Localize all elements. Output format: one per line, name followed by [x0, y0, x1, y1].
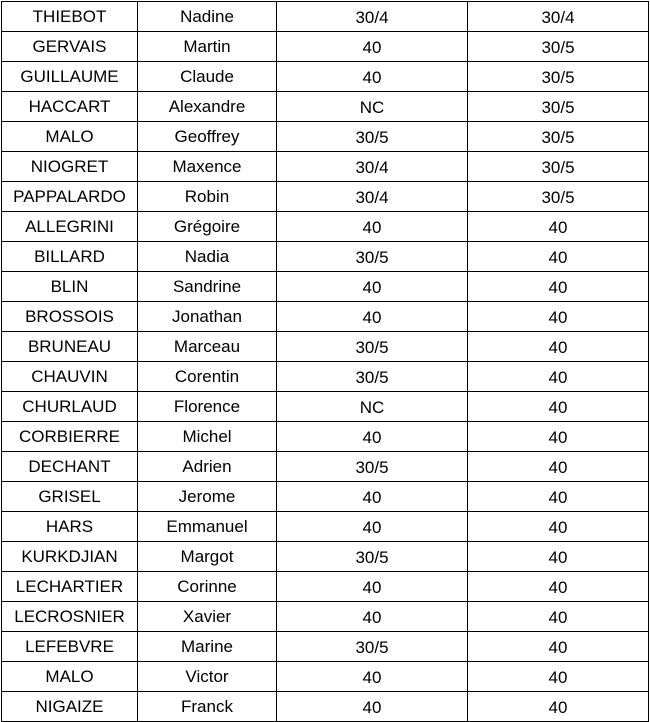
ranking-1-cell: 40 [277, 482, 468, 512]
ranking-2-cell: 40 [468, 242, 649, 272]
first-name-cell: Nadia [138, 242, 277, 272]
table-row [2, 602, 649, 632]
last-name-cell: GUILLAUME [2, 62, 138, 92]
ranking-1-cell: 40 [277, 272, 468, 302]
last-name-cell: NIOGRET [2, 152, 138, 182]
ranking-2-cell: 40 [468, 332, 649, 362]
last-name-cell: DECHANT [2, 452, 138, 482]
ranking-2-cell: 40 [468, 212, 649, 242]
table-row [2, 32, 649, 62]
first-name-cell: Nadine [138, 2, 277, 32]
last-name-cell: CORBIERRE [2, 422, 138, 452]
last-name-cell: KURKDJIAN [2, 542, 138, 572]
ranking-2-cell: 40 [468, 572, 649, 602]
ranking-1-cell: 30/5 [277, 362, 468, 392]
first-name-cell: Florence [138, 392, 277, 422]
ranking-2-cell: 40 [468, 392, 649, 422]
table-row [2, 2, 649, 32]
table-row [2, 692, 649, 722]
last-name-cell: CHURLAUD [2, 392, 138, 422]
last-name-cell: CHAUVIN [2, 362, 138, 392]
ranking-1-cell: 40 [277, 662, 468, 692]
ranking-2-cell: 40 [468, 512, 649, 542]
last-name-cell: ALLEGRINI [2, 212, 138, 242]
table-row [2, 242, 649, 272]
table-row [2, 542, 649, 572]
ranking-2-cell: 40 [468, 632, 649, 662]
table-row [2, 482, 649, 512]
first-name-cell: Marceau [138, 332, 277, 362]
table-row [2, 122, 649, 152]
first-name-cell: Victor [138, 662, 277, 692]
table-row [2, 332, 649, 362]
ranking-1-cell: 40 [277, 62, 468, 92]
first-name-cell: Sandrine [138, 272, 277, 302]
first-name-cell: Franck [138, 692, 277, 722]
ranking-2-cell: 30/5 [468, 32, 649, 62]
first-name-cell: Grégoire [138, 212, 277, 242]
player-ranking-table [1, 1, 649, 722]
last-name-cell: LECROSNIER [2, 602, 138, 632]
ranking-2-cell: 30/5 [468, 152, 649, 182]
ranking-2-cell: 40 [468, 452, 649, 482]
last-name-cell: MALO [2, 122, 138, 152]
last-name-cell: LECHARTIER [2, 572, 138, 602]
first-name-cell: Jerome [138, 482, 277, 512]
first-name-cell: Corinne [138, 572, 277, 602]
first-name-cell: Marine [138, 632, 277, 662]
ranking-2-cell: 30/5 [468, 92, 649, 122]
table-row [2, 182, 649, 212]
first-name-cell: Alexandre [138, 92, 277, 122]
first-name-cell: Adrien [138, 452, 277, 482]
last-name-cell: BILLARD [2, 242, 138, 272]
ranking-2-cell: 40 [468, 422, 649, 452]
ranking-2-cell: 40 [468, 602, 649, 632]
ranking-2-cell: 40 [468, 302, 649, 332]
first-name-cell: Michel [138, 422, 277, 452]
first-name-cell: Xavier [138, 602, 277, 632]
first-name-cell: Emmanuel [138, 512, 277, 542]
ranking-1-cell: 40 [277, 572, 468, 602]
ranking-1-cell: NC [277, 92, 468, 122]
table-body [2, 2, 649, 722]
last-name-cell: MALO [2, 662, 138, 692]
table-row [2, 272, 649, 302]
table-row [2, 572, 649, 602]
first-name-cell: Claude [138, 62, 277, 92]
first-name-cell: Martin [138, 32, 277, 62]
ranking-1-cell: 40 [277, 212, 468, 242]
ranking-1-cell: 30/5 [277, 122, 468, 152]
last-name-cell: BRUNEAU [2, 332, 138, 362]
ranking-1-cell: 30/4 [277, 182, 468, 212]
first-name-cell: Maxence [138, 152, 277, 182]
last-name-cell: THIEBOT [2, 2, 138, 32]
ranking-2-cell: 30/4 [468, 2, 649, 32]
first-name-cell: Margot [138, 542, 277, 572]
ranking-2-cell: 40 [468, 362, 649, 392]
ranking-2-cell: 40 [468, 542, 649, 572]
ranking-1-cell: NC [277, 392, 468, 422]
ranking-1-cell: 40 [277, 692, 468, 722]
ranking-2-cell: 40 [468, 482, 649, 512]
first-name-cell: Geoffrey [138, 122, 277, 152]
table-row [2, 662, 649, 692]
table-row [2, 62, 649, 92]
ranking-1-cell: 30/5 [277, 542, 468, 572]
ranking-2-cell: 40 [468, 692, 649, 722]
ranking-1-cell: 40 [277, 422, 468, 452]
table-row [2, 92, 649, 122]
ranking-1-cell: 40 [277, 302, 468, 332]
table-row [2, 632, 649, 662]
first-name-cell: Robin [138, 182, 277, 212]
ranking-2-cell: 40 [468, 662, 649, 692]
ranking-2-cell: 30/5 [468, 182, 649, 212]
ranking-1-cell: 30/4 [277, 152, 468, 182]
table-row [2, 302, 649, 332]
table-row [2, 212, 649, 242]
ranking-1-cell: 40 [277, 512, 468, 542]
last-name-cell: HACCART [2, 92, 138, 122]
last-name-cell: GRISEL [2, 482, 138, 512]
last-name-cell: BLIN [2, 272, 138, 302]
table-row [2, 152, 649, 182]
ranking-2-cell: 30/5 [468, 122, 649, 152]
ranking-1-cell: 40 [277, 32, 468, 62]
first-name-cell: Jonathan [138, 302, 277, 332]
table-row [2, 452, 649, 482]
ranking-1-cell: 30/5 [277, 632, 468, 662]
ranking-1-cell: 40 [277, 602, 468, 632]
ranking-2-cell: 40 [468, 272, 649, 302]
table-row [2, 512, 649, 542]
ranking-1-cell: 30/5 [277, 242, 468, 272]
ranking-2-cell: 30/5 [468, 62, 649, 92]
table-row [2, 392, 649, 422]
ranking-1-cell: 30/5 [277, 332, 468, 362]
last-name-cell: BROSSOIS [2, 302, 138, 332]
table-row [2, 362, 649, 392]
last-name-cell: LEFEBVRE [2, 632, 138, 662]
first-name-cell: Corentin [138, 362, 277, 392]
last-name-cell: NIGAIZE [2, 692, 138, 722]
ranking-1-cell: 30/4 [277, 2, 468, 32]
last-name-cell: HARS [2, 512, 138, 542]
last-name-cell: PAPPALARDO [2, 182, 138, 212]
ranking-1-cell: 30/5 [277, 452, 468, 482]
last-name-cell: GERVAIS [2, 32, 138, 62]
table-row [2, 422, 649, 452]
